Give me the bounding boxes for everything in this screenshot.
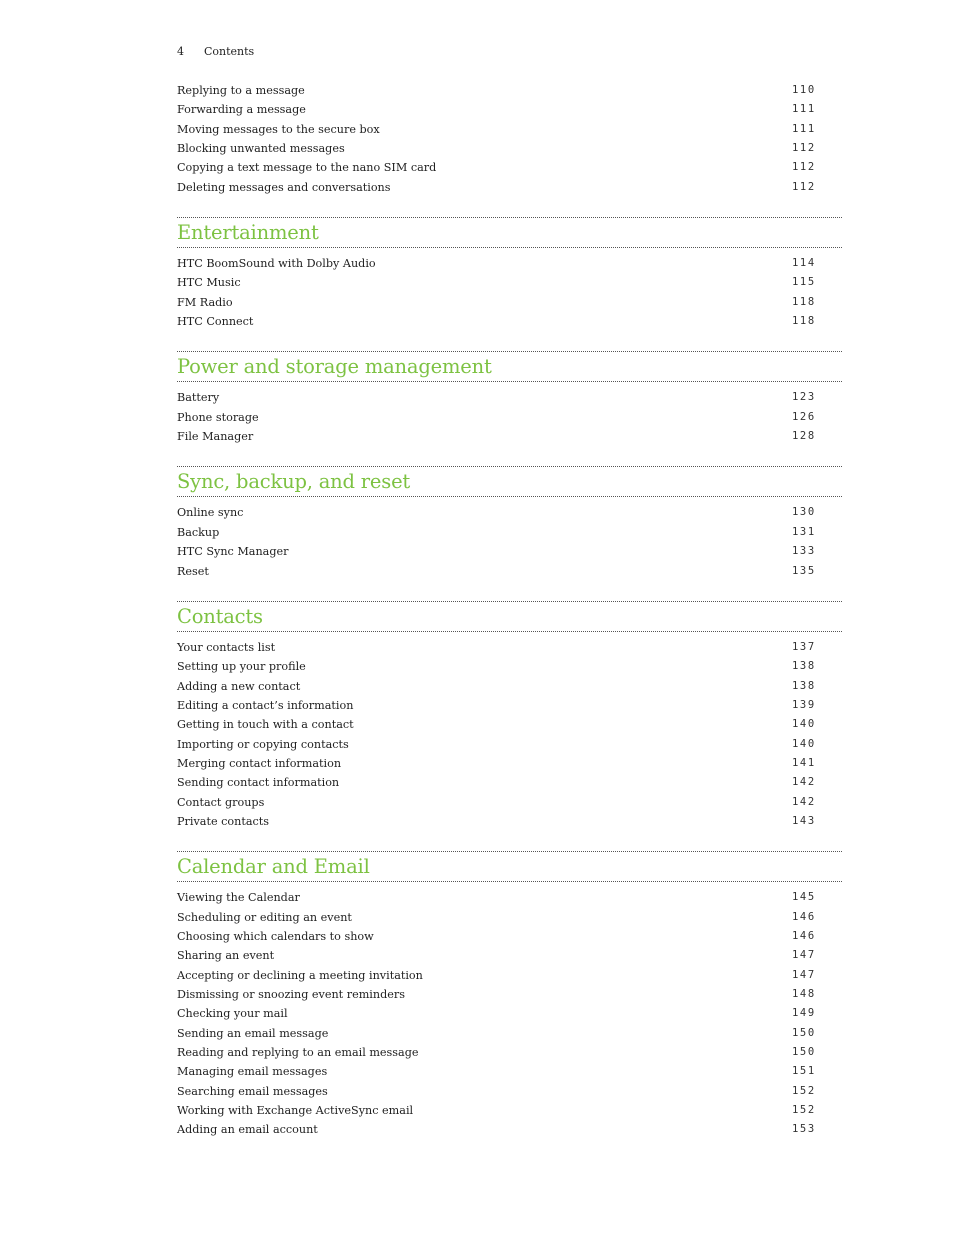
toc-entry-page: 111: [792, 103, 816, 116]
toc-entry-page: 147: [792, 949, 816, 962]
toc-entry-title: FM Radio: [177, 295, 233, 309]
toc-entry-page: 146: [792, 929, 816, 942]
toc-entry-page: 110: [792, 84, 816, 96]
toc-section-entertainment: [177, 217, 842, 331]
section-heading[interactable]: Contacts: [177, 601, 842, 632]
toc-intro-list: [177, 81, 842, 197]
toc-entry-title: HTC Connect: [177, 315, 254, 329]
toc-entry-page: 150: [792, 1026, 816, 1039]
toc-entry-title: Reset: [177, 564, 209, 578]
toc-entry[interactable]: [177, 1101, 842, 1120]
toc-entry-title: Your contacts list: [177, 640, 276, 654]
toc-entry[interactable]: [177, 178, 842, 197]
toc-entry-title: Adding an email account: [177, 1123, 318, 1137]
toc-entry-page: 138: [792, 679, 816, 692]
toc-entry-title: Getting in touch with a contact: [177, 718, 354, 732]
toc-entry-page: 140: [792, 718, 816, 731]
toc-entry-page: 149: [792, 1007, 816, 1020]
toc-entry-page: 140: [792, 737, 816, 750]
section-heading[interactable]: Entertainment: [177, 217, 842, 248]
toc-entry-title: Setting up your profile: [177, 660, 306, 674]
toc-entry-page: 133: [792, 545, 816, 558]
page-number: 4: [177, 45, 184, 58]
toc-section-sync-backup-reset: [177, 466, 842, 580]
toc-entry-page: 135: [792, 564, 816, 577]
toc-entry-page: 138: [792, 660, 816, 673]
toc-entry-page: 112: [792, 142, 816, 155]
toc-entry-page: 146: [792, 910, 816, 923]
toc-entry-page: 137: [792, 640, 816, 653]
toc-entry-page: 118: [792, 295, 816, 308]
toc-entry-title: Choosing which calendars to show: [177, 929, 374, 943]
toc-entry[interactable]: [177, 793, 842, 812]
toc-entry-title: Sending an email message: [177, 1026, 329, 1040]
toc-entry-title: Scheduling or editing an event: [177, 910, 352, 924]
toc-entry-page: 143: [792, 814, 816, 827]
toc-entry[interactable]: [177, 388, 842, 407]
toc-entry-page: 141: [792, 756, 816, 769]
page-header: [177, 45, 254, 58]
toc-entry-title: Dismissing or snoozing event reminders: [177, 988, 405, 1001]
toc-entry-page: 142: [792, 776, 816, 789]
toc-entry-page: 112: [792, 180, 816, 193]
toc-entry[interactable]: [177, 1024, 842, 1043]
toc-entry[interactable]: [177, 677, 842, 696]
toc-entry-page: 151: [792, 1065, 816, 1078]
toc-entry[interactable]: [177, 985, 842, 1004]
toc-entry-title: Battery: [177, 391, 220, 405]
toc-entry-title: Phone storage: [177, 410, 259, 424]
toc-entry-page: 139: [792, 698, 816, 711]
table-of-contents: [177, 81, 842, 1140]
toc-entry[interactable]: [177, 773, 842, 792]
toc-entry[interactable]: [177, 927, 842, 946]
toc-entry-page: 111: [792, 122, 816, 135]
toc-entry[interactable]: [177, 100, 842, 119]
toc-entry[interactable]: [177, 139, 842, 158]
toc-entry-title: Contact groups: [177, 795, 265, 809]
toc-entry[interactable]: [177, 1062, 842, 1081]
toc-entry-page: 130: [792, 506, 816, 519]
toc-entry-title: File Manager: [177, 430, 254, 444]
toc-entry[interactable]: [177, 888, 842, 907]
toc-entry-title: HTC Sync Manager: [177, 545, 289, 559]
toc-entry-page: 123: [792, 391, 816, 404]
toc-section-power-storage: [177, 351, 842, 446]
toc-entry-title: Sharing an event: [177, 949, 275, 963]
toc-entry-page: 112: [792, 161, 816, 174]
toc-entry-page: 152: [792, 1104, 816, 1117]
toc-entry-page: 142: [792, 795, 816, 808]
toc-entry-title: Backup: [177, 525, 220, 539]
toc-entry-page: 152: [792, 1084, 816, 1097]
toc-entry-title: Blocking unwanted messages: [177, 142, 345, 156]
toc-entry-page: 118: [792, 315, 816, 328]
toc-entry[interactable]: [177, 908, 842, 927]
toc-entry-page: 145: [792, 891, 816, 904]
toc-entry[interactable]: [177, 503, 842, 522]
toc-entry[interactable]: [177, 312, 842, 331]
toc-entry-title: Viewing the Calendar: [177, 891, 300, 905]
toc-entry[interactable]: [177, 523, 842, 542]
toc-entry-title: Searching email messages: [177, 1084, 328, 1098]
page-header-title: Contents: [204, 45, 255, 58]
toc-entry-page: 128: [792, 430, 816, 443]
toc-entry[interactable]: [177, 273, 842, 292]
toc-entry-title: Copying a text message to the nano SIM card: [177, 161, 437, 175]
toc-entry-title: Reading and replying to an email message: [177, 1046, 419, 1060]
toc-entry[interactable]: [177, 158, 842, 177]
toc-entry-title: Managing email messages: [177, 1065, 328, 1079]
toc-entry-page: 153: [792, 1123, 816, 1136]
toc-entry-title: Private contacts: [177, 814, 269, 828]
section-heading[interactable]: Sync, backup, and reset: [177, 466, 842, 497]
toc-entry-title: Checking your mail: [177, 1007, 288, 1021]
toc-entry[interactable]: [177, 293, 842, 312]
toc-entry-title: Moving messages to the secure box: [177, 122, 380, 136]
toc-entry-title: Deleting messages and conversations: [177, 180, 391, 194]
toc-section-contacts: [177, 601, 842, 831]
toc-entry-page: 114: [792, 257, 816, 270]
toc-entry[interactable]: [177, 408, 842, 427]
toc-entry-title: Editing a contact’s information: [177, 698, 354, 712]
toc-entry[interactable]: [177, 562, 842, 581]
toc-section-calendar-email: [177, 851, 842, 1139]
toc-entry[interactable]: [177, 427, 842, 446]
toc-entry-page: 115: [792, 276, 816, 289]
toc-entry[interactable]: [177, 966, 842, 985]
toc-entry[interactable]: [177, 946, 842, 965]
toc-entry-title: Replying to a message: [177, 84, 305, 97]
toc-entry-title: Adding a new contact: [177, 679, 301, 693]
toc-entry[interactable]: [177, 81, 842, 100]
toc-entry-title: Online sync: [177, 506, 244, 520]
toc-entry-title: Forwarding a message: [177, 103, 306, 117]
toc-entry[interactable]: [177, 715, 842, 734]
toc-entry[interactable]: [177, 657, 842, 676]
toc-entry-title: HTC BoomSound with Dolby Audio: [177, 257, 376, 271]
toc-entry[interactable]: [177, 1120, 842, 1139]
toc-entry-page: 148: [792, 988, 816, 1000]
toc-entry[interactable]: [177, 735, 842, 754]
toc-entry[interactable]: [177, 1082, 842, 1101]
toc-entry[interactable]: [177, 638, 842, 657]
toc-entry[interactable]: [177, 1004, 842, 1023]
section-heading[interactable]: Calendar and Email: [177, 851, 842, 882]
toc-entry-title: Sending contact information: [177, 776, 340, 790]
toc-entry[interactable]: [177, 254, 842, 273]
toc-entry[interactable]: [177, 812, 842, 831]
toc-entry-title: Merging contact information: [177, 756, 342, 770]
toc-entry[interactable]: [177, 1043, 842, 1062]
toc-entry[interactable]: [177, 542, 842, 561]
toc-entry-page: 126: [792, 410, 816, 423]
section-heading[interactable]: Power and storage management: [177, 351, 842, 382]
toc-entry-title: Working with Exchange ActiveSync email: [177, 1104, 414, 1118]
toc-entry[interactable]: [177, 754, 842, 773]
toc-entry-page: 147: [792, 968, 816, 981]
toc-entry-page: 150: [792, 1046, 816, 1059]
toc-entry-title: Importing or copying contacts: [177, 737, 349, 751]
toc-entry-page: 131: [792, 525, 816, 538]
toc-entry-title: HTC Music: [177, 276, 241, 290]
toc-entry[interactable]: [177, 696, 842, 715]
toc-entry-title: Accepting or declining a meeting invitation: [177, 968, 423, 982]
toc-entry[interactable]: [177, 120, 842, 139]
